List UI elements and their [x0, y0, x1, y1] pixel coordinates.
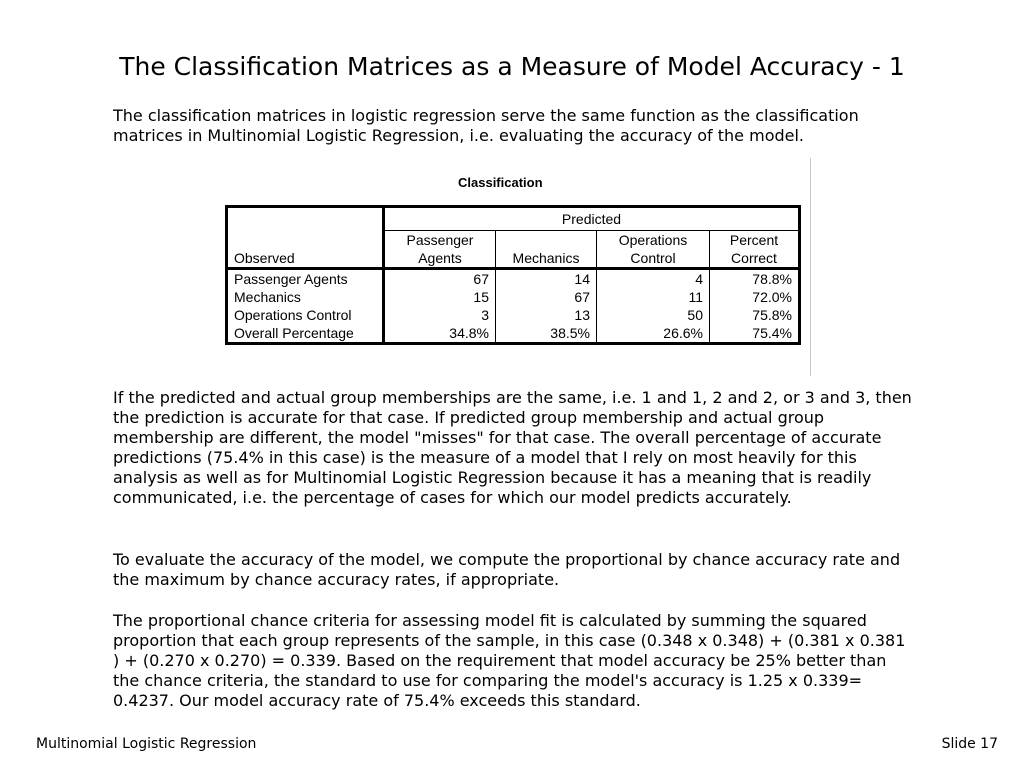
col-header-line: Percent	[729, 232, 779, 248]
slide-number: Slide 17	[941, 736, 998, 752]
table-row	[227, 288, 800, 306]
table-cell: 34.8%	[384, 324, 496, 344]
table-cell: 3	[384, 306, 496, 324]
col-header-line: Correct	[731, 250, 777, 266]
slide-title: The Classification Matrices as a Measure of Model Accuracy - 1	[119, 52, 905, 81]
table-cell: 75.4%	[752, 325, 792, 341]
col-header-mechanics	[496, 231, 597, 269]
table-caption: Classification	[458, 175, 543, 190]
row-label: Overall Percentage	[227, 324, 384, 344]
col-header-percent-correct	[710, 231, 800, 269]
proportional-chance-paragraph: The proportional chance criteria for assessing model fit is calculated by summing the squared proportion that each group represents of the sample, in this case (0.348 x 0.348) + (0.381 x 0.381 ) + (0.270 x 0.270) = 0.339. Based on the requirement that model accuracy be 25% better than the chance criteria, the standard to use for comparing the model's accuracy is 1.25 x 0.339= 0.4237. Our model accuracy rate of 75.4% exceeds this standard.	[113, 611, 906, 710]
chance-accuracy-paragraph: To evaluate the accuracy of the model, we compute the proportional by chance accuracy rate and the maximum by chance accuracy rates, if appropriate.	[113, 550, 901, 589]
table-cell: 26.6%	[597, 324, 710, 344]
table-cell: 67	[384, 269, 496, 289]
footer-title: Multinomial Logistic Regression	[36, 736, 257, 752]
observed-header: Observed	[227, 207, 384, 269]
table-cell: 13	[496, 306, 597, 324]
col-header-line	[502, 231, 590, 249]
table-row	[227, 306, 800, 324]
col-header-line: Operations	[618, 232, 688, 248]
classification-table	[225, 205, 801, 345]
accuracy-paragraph: If the predicted and actual group memberships are the same, i.e. 1 and 1, 2 and 2, or 3 and 3, then the prediction is accurate for that case. If predicted group membership and actual group membership are different, the model "misses" for that case. The overall percentage of accurate predictions (75.4% in this case) is the measure of a model that I rely on most heavily for this analysis as well as for Multinomial Logistic Regression because it has a meaning that is readily communicated, i.e. the percentage of cases for which our model predicts accurately.	[113, 388, 912, 507]
col-header-line: Agents	[418, 250, 462, 266]
output-divider	[810, 158, 811, 376]
table-cell: 15	[384, 288, 496, 306]
predicted-header: Predicted	[384, 207, 800, 231]
table-row	[227, 324, 800, 344]
col-header-line: Mechanics	[512, 250, 580, 266]
row-label: Mechanics	[227, 288, 384, 306]
table-row	[227, 269, 800, 289]
col-header-line: Control	[630, 250, 676, 266]
table-cell: 38.5%	[496, 324, 597, 344]
col-header-passenger-agents	[384, 231, 496, 269]
table-cell: 4	[597, 269, 710, 289]
row-label: Passenger Agents	[227, 269, 384, 289]
intro-paragraph: The classification matrices in logistic regression serve the same function as the classification matrices in Multinomial Logistic Regression, i.e. evaluating the accuracy of the model.	[113, 106, 859, 145]
col-header-operations-control	[597, 231, 710, 269]
col-header-line: Passenger	[406, 232, 474, 248]
table-cell: 75.8%	[752, 307, 792, 323]
table-cell: 72.0%	[752, 289, 792, 305]
table-cell: 14	[496, 269, 597, 289]
table-cell: 67	[496, 288, 597, 306]
table-cell: 50	[597, 306, 710, 324]
table-cell: 11	[597, 288, 710, 306]
table-cell: 78.8%	[752, 271, 792, 287]
row-label: Operations Control	[227, 306, 384, 324]
